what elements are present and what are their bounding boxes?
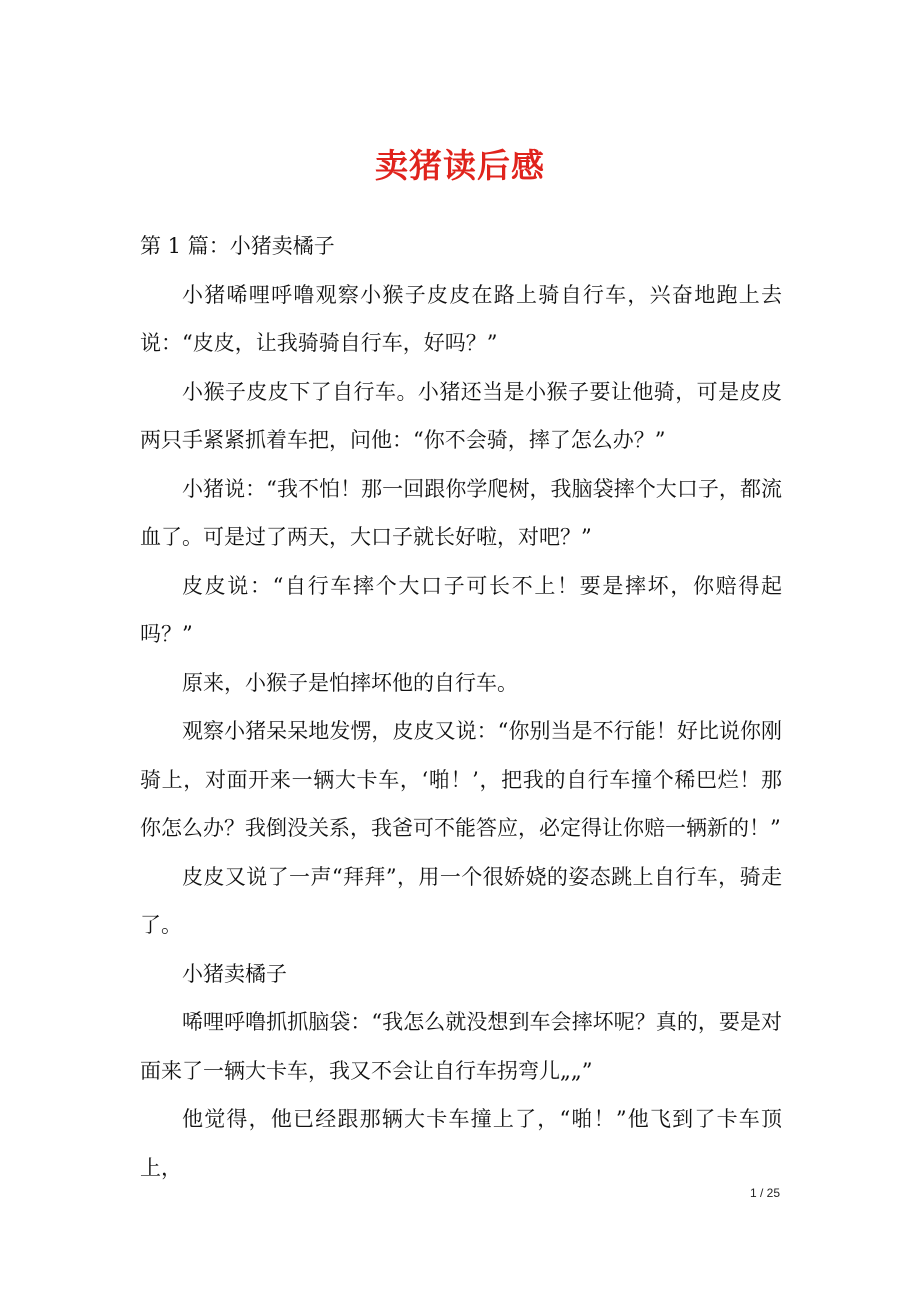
body-paragraph: 小猪卖橘子 — [182, 961, 287, 986]
body-paragraph: 原来，小猴子是怕摔坏他的自行车。 — [182, 670, 518, 695]
body-paragraph: 小猪唏哩呼噜观察小猴子皮皮在路上骑自行车，兴奋地跑上去说：“皮皮，让我骑骑自行车，好吗？” — [140, 282, 782, 355]
page-number: 1 / 25 — [749, 1186, 780, 1200]
body-paragraph: 唏哩呼噜抓抓脑袋：“我怎么就没想到车会摔坏呢？真的，要是对面来了一辆大卡车，我又不会让自行车拐弯儿„„” — [140, 1010, 782, 1083]
body-paragraph: 观察小猪呆呆地发愣，皮皮又说：“你别当是不行能！好比说你刚骑上，对面开来一辆大卡车，‘啪！’，把我的自行车撞个稀巴烂！那你怎么办？我倒没关系，我爸可不能答应，必定得让你赔一辆新的！” — [140, 719, 782, 840]
body-paragraph: 皮皮说：“自行车摔个大口子可长不上！要是摔坏，你赔得起吗？” — [140, 573, 782, 646]
section-heading: 第 1 篇：小猪卖橘子 — [140, 234, 335, 258]
body-paragraph: 他觉得，他已经跟那辆大卡车撞上了，“啪！”他飞到了卡车顶上， — [140, 1107, 782, 1180]
document-title: 卖猪读后感 — [375, 146, 545, 185]
document-body — [140, 222, 782, 1192]
body-paragraph: 皮皮又说了一声“拜拜”，用一个很娇娆的姿态跳上自行车，骑走了。 — [140, 864, 782, 937]
body-paragraph: 小猪说：“我不怕！那一回跟你学爬树，我脑袋摔个大口子，都流血了。可是过了两天，大口子就长好啦，对吧？” — [140, 476, 782, 549]
body-paragraph: 小猴子皮皮下了自行车。小猪还当是小猴子要让他骑，可是皮皮两只手紧紧抓着车把，问他：“你不会骑，摔了怎么办？” — [140, 379, 782, 452]
